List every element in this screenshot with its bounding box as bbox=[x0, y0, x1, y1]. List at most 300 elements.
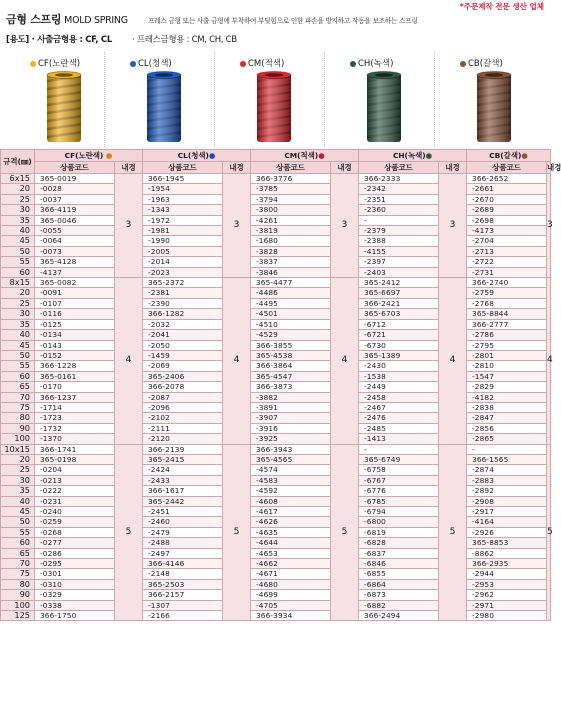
code-cell: 366-3776 bbox=[251, 174, 331, 184]
inner-diameter-cell: 3 bbox=[223, 174, 251, 278]
spring-label: CM(적색) bbox=[240, 57, 284, 69]
code-cell: -2397 bbox=[359, 257, 439, 267]
size-cell: 55 bbox=[1, 361, 35, 371]
code-cell: 366-2935 bbox=[467, 559, 547, 569]
size-cell: 45 bbox=[1, 236, 35, 246]
code-cell: -1714 bbox=[35, 402, 115, 412]
code-cell: -6767 bbox=[359, 475, 439, 485]
table-row bbox=[1, 184, 551, 194]
code-cell: -4486 bbox=[251, 288, 331, 298]
code-cell: -2032 bbox=[143, 319, 223, 329]
code-cell: 365-4477 bbox=[251, 278, 331, 288]
size-cell: 60 bbox=[1, 538, 35, 548]
code-cell: -2342 bbox=[359, 184, 439, 194]
table-row bbox=[1, 507, 551, 517]
code-cell: -1459 bbox=[143, 350, 223, 360]
table-row bbox=[1, 309, 551, 319]
table-row bbox=[1, 569, 551, 579]
code-cell: 365-0161 bbox=[35, 371, 115, 381]
size-cell: 35 bbox=[1, 486, 35, 496]
code-cell: 365-6697 bbox=[359, 288, 439, 298]
code-cell: -1680 bbox=[251, 236, 331, 246]
code-cell: -3785 bbox=[251, 184, 331, 194]
spring-label: CF(노란색) bbox=[30, 57, 80, 69]
spring-label: CH(녹색) bbox=[350, 57, 393, 69]
code-cell: -2166 bbox=[143, 611, 223, 621]
code-cell: -1413 bbox=[359, 434, 439, 444]
code-cell: -2883 bbox=[467, 475, 547, 485]
id-header: 내경 bbox=[115, 162, 143, 174]
code-cell: -0338 bbox=[35, 600, 115, 610]
code-cell: -1954 bbox=[143, 184, 223, 194]
inner-diameter-cell: 3 bbox=[547, 174, 551, 278]
code-cell: -3819 bbox=[251, 226, 331, 236]
column-divider bbox=[324, 52, 325, 147]
code-cell: -2087 bbox=[143, 392, 223, 402]
table-row bbox=[1, 444, 551, 454]
code-cell: -6721 bbox=[359, 330, 439, 340]
size-cell: 25 bbox=[1, 298, 35, 308]
code-cell: -4626 bbox=[251, 517, 331, 527]
code-cell: -2953 bbox=[467, 579, 547, 589]
table-row bbox=[1, 434, 551, 444]
code-cell: -2856 bbox=[467, 423, 547, 433]
inner-diameter-cell: 5 bbox=[439, 444, 467, 621]
id-header: 내경 bbox=[331, 162, 359, 174]
size-cell: 60 bbox=[1, 267, 35, 277]
size-cell: 20 bbox=[1, 288, 35, 298]
table-row bbox=[1, 590, 551, 600]
code-cell: -2467 bbox=[359, 402, 439, 412]
table-row bbox=[1, 194, 551, 204]
id-header: 내경 bbox=[439, 162, 467, 174]
code-cell: -1972 bbox=[143, 215, 223, 225]
code-cell: -2497 bbox=[143, 548, 223, 558]
inner-diameter-cell: 3 bbox=[439, 174, 467, 278]
spring-icon bbox=[45, 71, 83, 145]
table-row bbox=[1, 413, 551, 423]
code-cell: 366-2157 bbox=[143, 590, 223, 600]
size-cell: 25 bbox=[1, 194, 35, 204]
code-cell: -4608 bbox=[251, 496, 331, 506]
code-cell: -6819 bbox=[359, 527, 439, 537]
code-cell: -2926 bbox=[467, 527, 547, 537]
code-cell: -2449 bbox=[359, 382, 439, 392]
code-cell: 366-2333 bbox=[359, 174, 439, 184]
code-header: 상품코드 bbox=[251, 162, 331, 174]
size-cell: 35 bbox=[1, 319, 35, 329]
size-cell: 50 bbox=[1, 517, 35, 527]
table-row bbox=[1, 559, 551, 569]
table-row bbox=[1, 298, 551, 308]
column-divider bbox=[214, 52, 215, 147]
code-cell: 366-4119 bbox=[35, 205, 115, 215]
code-cell: -2096 bbox=[143, 402, 223, 412]
code-cell: -2759 bbox=[467, 288, 547, 298]
table-row bbox=[1, 330, 551, 340]
code-cell: -2810 bbox=[467, 361, 547, 371]
size-cell: 30 bbox=[1, 475, 35, 485]
code-cell: -4529 bbox=[251, 330, 331, 340]
code-cell: 366-3855 bbox=[251, 340, 331, 350]
code-header: 상품코드 bbox=[359, 162, 439, 174]
sub-header-row bbox=[1, 162, 551, 174]
size-cell: 70 bbox=[1, 392, 35, 402]
code-cell: -2847 bbox=[467, 413, 547, 423]
code-header: 상품코드 bbox=[467, 162, 547, 174]
table-row bbox=[1, 215, 551, 225]
code-cell: -2689 bbox=[467, 205, 547, 215]
code-cell: -2111 bbox=[143, 423, 223, 433]
code-cell: -2023 bbox=[143, 267, 223, 277]
code-cell: 365-0082 bbox=[35, 278, 115, 288]
code-cell: -2980 bbox=[467, 611, 547, 621]
code-cell: 366-2740 bbox=[467, 278, 547, 288]
spring-item bbox=[110, 52, 210, 147]
size-cell: 65 bbox=[1, 382, 35, 392]
code-cell: -2476 bbox=[359, 413, 439, 423]
spring-icon bbox=[365, 71, 403, 145]
code-cell: -2908 bbox=[467, 496, 547, 506]
code-cell: 366-1565 bbox=[467, 454, 547, 464]
code-cell: -2838 bbox=[467, 402, 547, 412]
code-cell: -4182 bbox=[467, 392, 547, 402]
color-dot-icon bbox=[130, 61, 136, 67]
code-cell: 365-6749 bbox=[359, 454, 439, 464]
code-cell: -2488 bbox=[143, 538, 223, 548]
code-cell: 366-2421 bbox=[359, 298, 439, 308]
code-header: 상품코드 bbox=[143, 162, 223, 174]
code-cell: 365-2412 bbox=[359, 278, 439, 288]
code-cell: -1990 bbox=[143, 236, 223, 246]
code-cell: -0107 bbox=[35, 298, 115, 308]
code-cell: - bbox=[467, 444, 547, 454]
code-cell: -4705 bbox=[251, 600, 331, 610]
inner-diameter-cell: 5 bbox=[547, 444, 551, 621]
code-cell: -2829 bbox=[467, 382, 547, 392]
uses-label-press: · 프레스금형용 : CM, CH, CB bbox=[132, 35, 237, 45]
code-cell: -4495 bbox=[251, 298, 331, 308]
code-cell: -2801 bbox=[467, 350, 547, 360]
code-cell: 365-6703 bbox=[359, 309, 439, 319]
table-row bbox=[1, 611, 551, 621]
code-cell: 365-2406 bbox=[143, 371, 223, 381]
code-cell: -2479 bbox=[143, 527, 223, 537]
table-row bbox=[1, 257, 551, 267]
code-cell: -1723 bbox=[35, 413, 115, 423]
size-cell: 50 bbox=[1, 246, 35, 256]
code-cell: -2102 bbox=[143, 413, 223, 423]
code-cell: -4137 bbox=[35, 267, 115, 277]
code-cell: -2403 bbox=[359, 267, 439, 277]
inner-diameter-cell: 3 bbox=[115, 174, 143, 278]
code-cell: -2069 bbox=[143, 361, 223, 371]
spring-item bbox=[330, 52, 430, 147]
uses-label: [용도] · 사출금형용 : CF, CL bbox=[6, 35, 112, 45]
code-cell: -6846 bbox=[359, 559, 439, 569]
code-cell: 365-0198 bbox=[35, 454, 115, 464]
code-cell: 366-4146 bbox=[143, 559, 223, 569]
code-cell: -3891 bbox=[251, 402, 331, 412]
code-cell: 365-0019 bbox=[35, 174, 115, 184]
code-cell: -8862 bbox=[467, 548, 547, 558]
size-cell: 100 bbox=[1, 600, 35, 610]
inner-diameter-cell: 3 bbox=[331, 174, 359, 278]
size-cell: 90 bbox=[1, 423, 35, 433]
spring-label: CB(갈색) bbox=[460, 57, 503, 69]
spring-icon bbox=[255, 71, 293, 145]
code-cell: -0286 bbox=[35, 548, 115, 558]
code-cell: -0064 bbox=[35, 236, 115, 246]
code-cell: 365-4538 bbox=[251, 350, 331, 360]
code-cell: -4583 bbox=[251, 475, 331, 485]
code-cell: 366-1282 bbox=[143, 309, 223, 319]
code-cell: -0295 bbox=[35, 559, 115, 569]
color-dot-icon bbox=[30, 61, 36, 67]
code-cell: -4592 bbox=[251, 486, 331, 496]
table-row bbox=[1, 548, 551, 558]
code-cell: -2458 bbox=[359, 392, 439, 402]
code-cell: -2917 bbox=[467, 507, 547, 517]
group-header-cb: CB(갈색)● bbox=[467, 150, 551, 162]
size-cell: 65 bbox=[1, 548, 35, 558]
column-divider bbox=[434, 52, 435, 147]
code-cell: -2704 bbox=[467, 236, 547, 246]
code-cell: -4699 bbox=[251, 590, 331, 600]
code-cell: -0310 bbox=[35, 579, 115, 589]
size-cell: 20 bbox=[1, 454, 35, 464]
code-cell: 366-2777 bbox=[467, 319, 547, 329]
table-row bbox=[1, 517, 551, 527]
order-note: *주문제작 전문 생산 업체 bbox=[459, 2, 544, 11]
code-cell: 366-3873 bbox=[251, 382, 331, 392]
code-cell: -0143 bbox=[35, 340, 115, 350]
code-cell: -0222 bbox=[35, 486, 115, 496]
code-cell: -6864 bbox=[359, 579, 439, 589]
code-cell: -0134 bbox=[35, 330, 115, 340]
group-header-cf: CF(노란색) ● bbox=[35, 150, 143, 162]
table-row bbox=[1, 392, 551, 402]
code-cell: -0240 bbox=[35, 507, 115, 517]
table-row bbox=[1, 319, 551, 329]
code-cell: -2892 bbox=[467, 486, 547, 496]
inner-diameter-cell: 4 bbox=[331, 278, 359, 445]
code-cell: 365-2503 bbox=[143, 579, 223, 589]
code-cell: 366-3934 bbox=[251, 611, 331, 621]
code-cell: 366-3864 bbox=[251, 361, 331, 371]
table-row bbox=[1, 226, 551, 236]
code-cell: -1370 bbox=[35, 434, 115, 444]
table-row bbox=[1, 371, 551, 381]
group-header-ch: CH(녹색)● bbox=[359, 150, 467, 162]
code-cell: -2768 bbox=[467, 298, 547, 308]
code-cell: -0301 bbox=[35, 569, 115, 579]
code-cell: -0329 bbox=[35, 590, 115, 600]
code-cell: -3800 bbox=[251, 205, 331, 215]
code-cell: -6837 bbox=[359, 548, 439, 558]
color-dot-icon bbox=[460, 61, 466, 67]
code-cell: -1547 bbox=[467, 371, 547, 381]
code-cell: 365-2372 bbox=[143, 278, 223, 288]
spring-icon bbox=[145, 71, 183, 145]
code-cell: -4510 bbox=[251, 319, 331, 329]
code-cell: -2795 bbox=[467, 340, 547, 350]
code-cell: -4662 bbox=[251, 559, 331, 569]
table-row bbox=[1, 423, 551, 433]
code-cell: -3916 bbox=[251, 423, 331, 433]
code-cell: -2148 bbox=[143, 569, 223, 579]
code-cell: -0268 bbox=[35, 527, 115, 537]
code-cell: 366-1237 bbox=[35, 392, 115, 402]
code-cell: -2433 bbox=[143, 475, 223, 485]
code-cell: -2005 bbox=[143, 246, 223, 256]
code-cell: -2944 bbox=[467, 569, 547, 579]
size-cell: 40 bbox=[1, 330, 35, 340]
code-cell: 365-8844 bbox=[467, 309, 547, 319]
code-cell: -6794 bbox=[359, 507, 439, 517]
code-cell: -4653 bbox=[251, 548, 331, 558]
inner-diameter-cell: 5 bbox=[223, 444, 251, 621]
code-cell: -6730 bbox=[359, 340, 439, 350]
table-row bbox=[1, 350, 551, 360]
code-cell: -0277 bbox=[35, 538, 115, 548]
code-cell: -6712 bbox=[359, 319, 439, 329]
table-row bbox=[1, 600, 551, 610]
code-cell: -0116 bbox=[35, 309, 115, 319]
table-row bbox=[1, 174, 551, 184]
code-cell: -1732 bbox=[35, 423, 115, 433]
size-cell: 80 bbox=[1, 579, 35, 589]
code-cell: -0091 bbox=[35, 288, 115, 298]
table-row bbox=[1, 382, 551, 392]
code-cell: -2120 bbox=[143, 434, 223, 444]
code-cell: -2041 bbox=[143, 330, 223, 340]
code-cell: -6855 bbox=[359, 569, 439, 579]
size-cell: 10x15 bbox=[1, 444, 35, 454]
size-cell: 50 bbox=[1, 350, 35, 360]
code-cell: -4644 bbox=[251, 538, 331, 548]
group-header-cm: CM(적색)● bbox=[251, 150, 359, 162]
code-cell: -0152 bbox=[35, 350, 115, 360]
code-cell: -4680 bbox=[251, 579, 331, 589]
code-cell: -2014 bbox=[143, 257, 223, 267]
size-cell: 8x15 bbox=[1, 278, 35, 288]
table-row bbox=[1, 267, 551, 277]
code-cell: 365-1389 bbox=[359, 350, 439, 360]
code-cell: -0055 bbox=[35, 226, 115, 236]
table-row bbox=[1, 340, 551, 350]
code-cell: -0125 bbox=[35, 319, 115, 329]
table-row bbox=[1, 538, 551, 548]
id-header: 내경 bbox=[223, 162, 251, 174]
code-cell: -1343 bbox=[143, 205, 223, 215]
code-cell: -4164 bbox=[467, 517, 547, 527]
code-cell: 366-1741 bbox=[35, 444, 115, 454]
code-cell: -2698 bbox=[467, 215, 547, 225]
code-cell: -1307 bbox=[143, 600, 223, 610]
size-cell: 125 bbox=[1, 611, 35, 621]
code-cell: - bbox=[359, 215, 439, 225]
code-cell: -2388 bbox=[359, 236, 439, 246]
code-cell: -0259 bbox=[35, 517, 115, 527]
table-row bbox=[1, 465, 551, 475]
code-cell: 366-2139 bbox=[143, 444, 223, 454]
table-row bbox=[1, 205, 551, 215]
spring-item bbox=[10, 52, 110, 147]
inner-diameter-cell: 5 bbox=[331, 444, 359, 621]
size-cell: 70 bbox=[1, 559, 35, 569]
page-title: 금형 스프링 MOLD SPRING bbox=[6, 13, 128, 26]
size-cell: 20 bbox=[1, 184, 35, 194]
code-cell: 365-4565 bbox=[251, 454, 331, 464]
table-row bbox=[1, 475, 551, 485]
code-cell: 366-1750 bbox=[35, 611, 115, 621]
code-cell: -6758 bbox=[359, 465, 439, 475]
code-cell: -2731 bbox=[467, 267, 547, 277]
code-cell: -0170 bbox=[35, 382, 115, 392]
color-dot-icon bbox=[350, 61, 356, 67]
code-cell: 366-3943 bbox=[251, 444, 331, 454]
code-cell: -6776 bbox=[359, 486, 439, 496]
code-cell: 366-2652 bbox=[467, 174, 547, 184]
code-cell: -4574 bbox=[251, 465, 331, 475]
size-cell: 30 bbox=[1, 309, 35, 319]
code-cell: 365-2415 bbox=[143, 454, 223, 464]
id-header: 내경 bbox=[547, 163, 561, 172]
code-cell: -2430 bbox=[359, 361, 439, 371]
code-cell: -2722 bbox=[467, 257, 547, 267]
spring-item bbox=[220, 52, 320, 147]
code-cell: 366-1945 bbox=[143, 174, 223, 184]
code-cell: -4617 bbox=[251, 507, 331, 517]
table-row bbox=[1, 527, 551, 537]
table-row bbox=[1, 278, 551, 288]
code-cell: -6873 bbox=[359, 590, 439, 600]
code-cell: -2050 bbox=[143, 340, 223, 350]
code-cell: -0204 bbox=[35, 465, 115, 475]
code-cell: 365-2442 bbox=[143, 496, 223, 506]
table-row bbox=[1, 246, 551, 256]
code-cell: -3882 bbox=[251, 392, 331, 402]
code-cell: -2390 bbox=[143, 298, 223, 308]
size-cell: 6x15 bbox=[1, 174, 35, 184]
code-cell: -2451 bbox=[143, 507, 223, 517]
size-cell: 55 bbox=[1, 527, 35, 537]
code-cell: -2670 bbox=[467, 194, 547, 204]
code-cell: -0231 bbox=[35, 496, 115, 506]
spring-label: CL(청색) bbox=[130, 57, 172, 69]
code-cell: 365-4547 bbox=[251, 371, 331, 381]
code-cell: 366-1617 bbox=[143, 486, 223, 496]
code-cell: -2381 bbox=[143, 288, 223, 298]
size-cell: 40 bbox=[1, 496, 35, 506]
code-cell: -2360 bbox=[359, 205, 439, 215]
code-cell: -2786 bbox=[467, 330, 547, 340]
column-divider bbox=[104, 52, 105, 147]
code-cell: -4261 bbox=[251, 215, 331, 225]
table-row bbox=[1, 288, 551, 298]
code-cell: -4671 bbox=[251, 569, 331, 579]
code-cell: 366-2494 bbox=[359, 611, 439, 621]
size-cell: 45 bbox=[1, 340, 35, 350]
size-cell: 75 bbox=[1, 402, 35, 412]
code-cell: -2874 bbox=[467, 465, 547, 475]
spec-table bbox=[0, 149, 561, 621]
size-cell: 100 bbox=[1, 434, 35, 444]
code-cell: -2351 bbox=[359, 194, 439, 204]
table-row bbox=[1, 579, 551, 589]
inner-diameter-cell: 4 bbox=[547, 278, 551, 445]
